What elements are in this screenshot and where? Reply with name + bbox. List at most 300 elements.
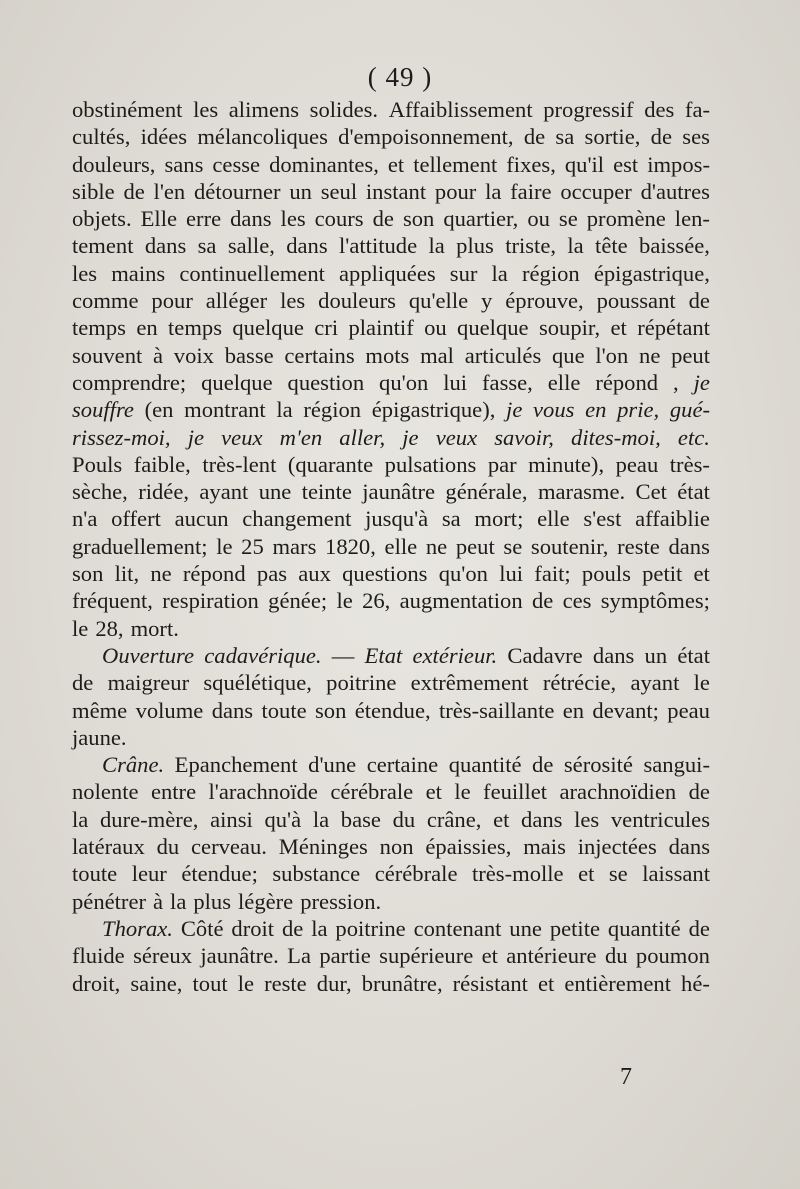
signature-mark: 7 — [620, 1064, 632, 1090]
word: baissée, — [639, 233, 710, 259]
word: générale, — [445, 479, 528, 505]
word: arachnoïdien — [559, 779, 677, 805]
word: sèche, — [72, 479, 128, 505]
word: ayant — [199, 479, 249, 505]
word: région — [521, 260, 580, 286]
word: sa — [555, 124, 575, 150]
word: d'autres — [640, 178, 710, 204]
word: minute), — [528, 451, 605, 477]
word: répond — [182, 561, 246, 587]
word: sérosité — [563, 752, 633, 778]
text-line — [72, 151, 710, 178]
word: mort; — [474, 506, 524, 532]
word: dur, — [316, 970, 352, 996]
word: d'empoisonnement, — [338, 124, 514, 150]
word: Elle — [140, 206, 178, 232]
text-line — [72, 533, 710, 560]
word: et — [538, 970, 555, 996]
word: lit, — [114, 561, 140, 587]
word: se — [503, 533, 523, 559]
word: fasse, — [482, 369, 533, 395]
word: et — [693, 561, 710, 587]
text-line — [72, 342, 710, 369]
word: dans — [668, 533, 710, 559]
word: basse — [224, 342, 274, 368]
word: ayant — [630, 670, 680, 696]
word: hé- — [681, 970, 710, 996]
word: peut — [455, 533, 495, 559]
word: très-lent — [202, 451, 277, 477]
word: montrant — [184, 397, 266, 423]
word: cri — [314, 315, 339, 341]
word: et — [578, 861, 595, 887]
word: même — [72, 697, 128, 723]
word: reste — [617, 533, 660, 559]
word: je — [693, 369, 710, 395]
word: , — [672, 369, 679, 395]
word: Cadavre — [507, 642, 583, 668]
word: qu'à — [264, 806, 302, 832]
word: la — [491, 260, 508, 286]
word: la — [567, 233, 584, 259]
word: de — [688, 288, 710, 314]
word: toute — [261, 697, 307, 723]
word: sa — [441, 506, 461, 532]
word: se — [608, 861, 628, 887]
page-number: ( 49 ) — [367, 62, 433, 92]
word: objets. — [72, 206, 132, 232]
word: sur — [449, 260, 478, 286]
word: est — [613, 151, 639, 177]
word: pas — [256, 561, 288, 587]
word: — — [331, 642, 355, 668]
word: dans — [668, 834, 710, 860]
word: veux — [221, 424, 263, 450]
word: de — [523, 124, 546, 150]
word: quartier, — [443, 206, 519, 232]
word: le — [454, 779, 471, 805]
word: sans — [164, 151, 204, 177]
word: faible, — [133, 451, 191, 477]
word: fréquent, — [72, 588, 153, 614]
word: (quarante — [287, 451, 374, 477]
word: aux — [298, 561, 331, 587]
word: la — [485, 178, 502, 204]
text-line — [72, 96, 710, 123]
word: veux — [435, 424, 478, 450]
word: une — [258, 479, 292, 505]
word: lui — [443, 369, 468, 395]
word: rétrécie, — [542, 670, 617, 696]
text-line — [72, 505, 710, 532]
word: de — [688, 915, 710, 941]
word: rissez-moi, — [72, 424, 171, 450]
word: elle — [547, 369, 581, 395]
word: pour — [434, 178, 477, 204]
word: jusqu'à — [365, 506, 429, 532]
word: s'est — [583, 506, 622, 532]
word: douleurs, — [72, 151, 156, 177]
word: pouls — [581, 561, 631, 587]
word: un — [289, 178, 312, 204]
word: cesse — [212, 151, 261, 177]
word: erre — [186, 206, 222, 232]
word: latéraux — [72, 834, 145, 860]
word: poussant — [596, 288, 676, 314]
word: soupir, — [538, 315, 601, 341]
word: mélancoliques — [197, 124, 328, 150]
word: de — [123, 178, 145, 204]
word: extérieur. — [412, 642, 498, 668]
word: pulsations — [384, 451, 477, 477]
word: extrêmement — [410, 670, 529, 696]
text-line — [72, 669, 710, 696]
word: faire — [510, 178, 552, 204]
word: dans — [521, 806, 563, 832]
word: le — [72, 615, 89, 641]
word: impos- — [647, 151, 710, 177]
word: promène — [586, 206, 666, 232]
word: fait; — [534, 561, 571, 587]
word: les — [574, 806, 600, 832]
word: ventricules — [610, 806, 710, 832]
word: 26, — [362, 588, 391, 614]
word: instant — [365, 178, 427, 204]
word: ne — [425, 533, 448, 559]
word: étendue; — [181, 861, 258, 887]
word: elle — [537, 506, 570, 532]
word: progressif — [543, 97, 634, 122]
word: à — [153, 342, 164, 368]
word: certaine — [366, 752, 439, 778]
word: jaunâtre — [362, 479, 436, 505]
text-line — [72, 615, 710, 642]
word: qu'il — [564, 151, 605, 177]
word: mars — [272, 533, 317, 559]
word: obstinément — [72, 97, 183, 122]
word: teinte — [301, 479, 352, 505]
text-line — [72, 451, 710, 478]
word: idées — [140, 124, 188, 150]
word: répétant — [637, 315, 710, 341]
word: articulés — [464, 342, 542, 368]
word: l'arachnoïde — [208, 779, 318, 805]
word: tement — [72, 233, 134, 259]
word: sortie, — [584, 124, 641, 150]
word: Pouls — [72, 451, 123, 477]
word: devant; — [592, 697, 659, 723]
word: qu'elle — [408, 288, 469, 314]
text-line — [72, 396, 710, 423]
word: plaintif — [348, 315, 414, 341]
word: mots — [365, 342, 410, 368]
word: douleurs — [318, 288, 396, 314]
text-line — [72, 724, 710, 751]
word: en — [136, 315, 158, 341]
body-text — [72, 96, 710, 997]
word: la — [170, 888, 187, 914]
word: l'attitude — [339, 233, 418, 259]
word: dans — [592, 642, 635, 668]
word: épigastrique, — [593, 260, 710, 286]
word: petite — [549, 915, 600, 941]
text-line — [72, 287, 710, 314]
word: très- — [669, 451, 710, 477]
word: je — [506, 397, 523, 423]
word: cérébrale — [374, 861, 458, 887]
word: vous — [533, 397, 575, 423]
word: souffre — [72, 397, 134, 423]
word: La — [287, 943, 311, 969]
word: d'une — [308, 752, 357, 778]
word: son — [72, 561, 104, 587]
word: les — [193, 97, 219, 122]
word: et — [387, 151, 405, 177]
word: ridée, — [138, 479, 190, 505]
word: légère — [238, 888, 294, 914]
word: cadavérique. — [204, 642, 322, 668]
word: dans — [211, 697, 254, 723]
word: ainsi — [210, 806, 253, 832]
word: laissant — [642, 861, 710, 887]
word: droit — [231, 915, 275, 941]
word: augmentation — [399, 588, 523, 614]
word: alléger — [205, 288, 268, 314]
word: 1820, — [325, 533, 376, 559]
word: sa — [197, 233, 217, 259]
word: en — [562, 697, 585, 723]
word: épaissies, — [425, 834, 512, 860]
word: du — [156, 834, 180, 860]
text-line — [72, 123, 710, 150]
word: par — [487, 451, 517, 477]
text-line — [72, 806, 710, 833]
word: temps — [72, 315, 126, 341]
word: appliquées — [339, 260, 436, 286]
word: qu'on — [438, 561, 488, 587]
word: seul — [320, 178, 358, 204]
word: que — [551, 342, 585, 368]
word: saine, — [130, 970, 183, 996]
word: peau — [615, 451, 659, 477]
word: temps — [168, 315, 223, 341]
word: mort. — [130, 615, 179, 641]
word: la — [311, 915, 328, 941]
word: voix — [173, 342, 214, 368]
word: 28, — [95, 615, 124, 641]
word: dans — [144, 233, 187, 259]
word: l'on — [595, 342, 629, 368]
text-line — [72, 888, 710, 915]
text-line — [72, 260, 710, 287]
word: son — [314, 697, 347, 723]
word: graduellement; — [72, 533, 208, 559]
word: cultés, — [72, 124, 131, 150]
word: très-saillante — [438, 697, 555, 723]
text-line — [72, 178, 710, 205]
word: son — [402, 206, 435, 232]
word: du — [604, 943, 628, 969]
word: tellement — [413, 151, 498, 177]
word: tout — [192, 970, 228, 996]
word: dites-moi, — [571, 424, 661, 450]
word: plus — [456, 233, 494, 259]
word: gué- — [669, 397, 710, 423]
word: ces — [562, 588, 592, 614]
word: les — [72, 260, 98, 286]
word: pénétrer — [72, 888, 147, 914]
word: quantité — [448, 752, 522, 778]
word: elle — [384, 533, 418, 559]
word: jaunâtre. — [200, 943, 279, 969]
word: ou — [527, 206, 550, 232]
word: de — [650, 124, 672, 150]
word: poumon — [635, 943, 710, 969]
word: occuper — [560, 178, 632, 204]
word: la — [312, 806, 330, 832]
word: état — [677, 479, 710, 505]
word: marasme. — [537, 479, 626, 505]
text-line — [72, 587, 710, 614]
word: de — [72, 670, 94, 696]
word: l'en — [153, 178, 186, 204]
word: le — [237, 970, 255, 996]
word: pour — [151, 288, 193, 314]
text-line — [72, 942, 710, 969]
word: quelque — [201, 369, 273, 395]
word: solides. — [309, 97, 379, 122]
word: maigreur — [107, 670, 190, 696]
word: mais — [523, 834, 566, 860]
word: à — [153, 888, 164, 914]
word: jaune. — [72, 724, 127, 750]
text-line — [72, 314, 710, 341]
word: le — [336, 588, 353, 614]
word: feuillet — [483, 779, 548, 805]
word: aucun — [174, 506, 229, 532]
word: ne — [639, 342, 661, 368]
word: Etat — [364, 642, 403, 668]
word: la — [72, 806, 89, 832]
word: de — [281, 915, 304, 941]
word: symptômes; — [600, 588, 710, 614]
word: dans — [286, 233, 328, 259]
word: entre — [150, 779, 197, 805]
word: souvent — [72, 342, 143, 368]
text-line — [72, 369, 710, 396]
word: les — [280, 288, 306, 314]
word: base — [340, 806, 381, 832]
word: Ouverture — [102, 642, 195, 668]
word: Crâne. — [102, 752, 165, 778]
word: et — [425, 779, 442, 805]
word: cours — [314, 206, 364, 232]
word: m'en — [279, 424, 323, 450]
word: squélétique, — [203, 670, 312, 696]
word: une — [509, 915, 542, 941]
word: fluide — [72, 943, 125, 969]
word: la — [276, 397, 293, 423]
word: len- — [674, 206, 710, 232]
word: ne — [150, 561, 172, 587]
word: n'a — [72, 506, 98, 532]
word: savoir, — [494, 424, 554, 450]
word: plus — [193, 888, 232, 914]
word: poitrine — [335, 915, 406, 941]
text-line — [72, 232, 710, 259]
word: changement — [242, 506, 352, 532]
word: injectées — [577, 834, 657, 860]
word: affaiblie — [635, 506, 710, 532]
word: du — [392, 806, 416, 832]
word: non — [379, 834, 414, 860]
word: de — [688, 779, 710, 805]
word: petit — [642, 561, 683, 587]
word: mal — [420, 342, 454, 368]
word: quantité — [607, 915, 681, 941]
word: de — [531, 588, 554, 614]
text-line — [72, 833, 710, 860]
word: Thorax. — [102, 915, 173, 941]
word: respiration — [162, 588, 259, 614]
word: salle, — [227, 233, 275, 259]
word: peut — [671, 342, 710, 368]
word: antérieure — [506, 943, 597, 969]
word: qu'on — [379, 369, 429, 395]
text-line — [72, 205, 710, 232]
word: la — [428, 233, 445, 259]
word: éprouve, — [505, 288, 584, 314]
word: je — [402, 424, 419, 450]
word: toute — [72, 861, 118, 887]
word: ou — [424, 315, 447, 341]
word: soutenir, — [530, 533, 609, 559]
word: fa- — [684, 97, 710, 122]
word: très-molle — [471, 861, 564, 887]
word: entièrement — [564, 970, 671, 996]
word: Epanchement — [174, 752, 298, 778]
word: fixes, — [506, 151, 556, 177]
word: leur — [131, 861, 167, 887]
text-line — [72, 478, 710, 505]
word: quelque — [232, 315, 304, 341]
word: répond — [595, 369, 659, 395]
word: supérieure — [379, 943, 474, 969]
word: alimens — [228, 97, 300, 122]
word: les — [280, 206, 306, 232]
word: y — [481, 288, 493, 314]
word: dure-mère, — [99, 806, 199, 832]
text-line — [72, 915, 710, 942]
word: certains — [284, 342, 355, 368]
word: le — [693, 670, 710, 696]
word: volume — [135, 697, 204, 723]
word: et — [481, 943, 498, 969]
word: quelque — [457, 315, 529, 341]
word: partie — [319, 943, 371, 969]
text-line — [72, 778, 710, 805]
text-line — [72, 697, 710, 724]
text-line — [72, 970, 710, 997]
text-line — [72, 642, 710, 669]
word: etc. — [677, 424, 710, 450]
word: nolente — [72, 779, 139, 805]
word: cerveau. — [191, 834, 267, 860]
word: je — [187, 424, 204, 450]
word: Méninges — [278, 834, 368, 860]
word: comprendre; — [72, 369, 187, 395]
text-line — [72, 751, 710, 778]
